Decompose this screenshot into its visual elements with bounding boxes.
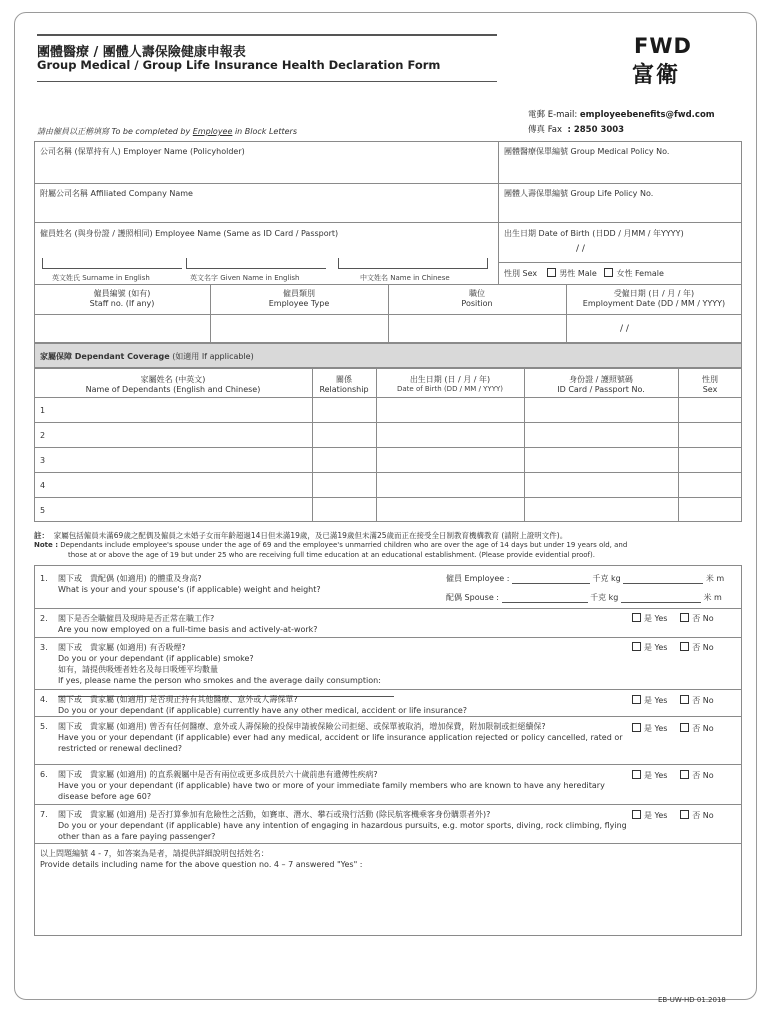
title-bottom-rule: [37, 81, 497, 82]
details-textarea[interactable]: [36, 872, 740, 934]
note-text-en-1: Dependants include employee's spouse under the age of 69 and the employee's unmarried children who are over the age of 14 days but under 19 years old, and: [60, 541, 628, 549]
question-7-en: Do you or your dependant (if applicable) have any intention of engaging in hazardous pursuits, e.g. motor sports, diving, rock climbing, flying other than as a fare paying passenger?: [58, 821, 627, 841]
divider: [34, 608, 742, 609]
q2-no-checkbox[interactable]: [680, 613, 689, 622]
question-number: 3.: [40, 643, 48, 652]
q7-no-checkbox[interactable]: [680, 810, 689, 819]
m-unit: 米 m: [703, 593, 722, 602]
q6-yes-checkbox[interactable]: [632, 770, 641, 779]
fwd-logo-text: FWD: [634, 34, 692, 58]
title-top-rule: [37, 34, 497, 36]
divider: [34, 183, 742, 184]
female-label: 女性 Female: [616, 269, 664, 278]
no-label: 否 No: [692, 696, 714, 705]
contact-info: [528, 108, 715, 138]
dependant-sex-zh: 性別: [702, 375, 718, 384]
note-label-en: Note :: [34, 541, 58, 549]
dependant-name-header: [34, 374, 312, 394]
employee-type-en: Employee Type: [268, 299, 330, 308]
q5-yes-checkbox[interactable]: [632, 723, 641, 732]
question-2-zh: 閣下是否全職僱員及現時是否正常在職工作?: [58, 614, 215, 623]
form-code: EB-UW-HD 01.2018: [658, 996, 726, 1004]
fwd-logo-chinese: 富衛: [632, 63, 681, 88]
employee-type-header: [210, 288, 388, 308]
dependant-section-label: 家屬保障 Dependant Coverage: [40, 352, 170, 361]
yes-label: 是 Yes: [644, 771, 668, 780]
relationship-en: Relationship: [319, 385, 369, 394]
question-5-en: Have you or your dependant (if applicable) ever had any medical, accident or life insurance application rejected or policy cancelled, rated or restricted or renewal declined?: [58, 733, 623, 753]
chinese-name-caption: 中文姓名 Name in Chinese: [360, 274, 450, 282]
question-7-answer: [632, 810, 714, 821]
q3-no-checkbox[interactable]: [680, 642, 689, 651]
q4-no-checkbox[interactable]: [680, 695, 689, 704]
yes-label: 是 Yes: [644, 724, 668, 733]
dependant-sex-en: Sex: [702, 385, 718, 394]
no-label: 否 No: [692, 614, 714, 623]
employment-date-header: [566, 288, 742, 308]
note-text-zh: 家屬包括僱員未滿69歲之配偶及僱員之未婚子女而年齡超過14日但未滿19歲，及已滿19歲但未滿25歲而正在接受全日制教育機構教育 (請附上證明文件)。: [53, 531, 568, 540]
dependant-dob-en: Date of Birth (DD / MM / YYYY): [396, 385, 503, 393]
q7-yes-checkbox[interactable]: [632, 810, 641, 819]
question-6-zh: 閣下或 貴家屬 (如適用) 的直系親屬中是否有兩位或更多成員於六十歲前患有遺傳性疾病?: [58, 770, 378, 779]
dependant-dob-header: [376, 374, 524, 393]
dependant-dob-zh: 出生日期 (日 / 月 / 年): [409, 375, 491, 384]
completion-instruction: [37, 126, 297, 137]
staff-no-en: Staff no. (If any): [89, 299, 155, 308]
employment-date-en: Employment Date (DD / MM / YYYY): [582, 299, 726, 308]
group-medical-policy-label: 團體醫療保單編號 Group Medical Policy No.: [504, 147, 670, 156]
employer-name-label: 公司名稱 (保單持有人) Employer Name (Policyholder): [40, 147, 245, 156]
fax-value: : 2850 3003: [567, 125, 625, 135]
question-number: 1.: [40, 574, 48, 583]
question-number: 2.: [40, 614, 48, 623]
sex-label: 性別 Sex: [504, 269, 538, 278]
employee-name-label: 僱員姓名 (與身份證 / 護照相同) Employee Name (Same as ID Card / Passport): [40, 229, 339, 238]
male-checkbox[interactable]: [547, 268, 556, 277]
no-label: 否 No: [692, 724, 714, 733]
id-card-en: ID Card / Passport No.: [557, 385, 645, 394]
position-header: [388, 288, 566, 308]
sex-row: [504, 268, 664, 279]
question-2: [40, 613, 630, 637]
question-3-zh-followup: 如有，請提供吸煙者姓名及每日吸煙平均數量: [58, 665, 218, 674]
given-name-caption: 英文名字 Given Name in English: [190, 274, 300, 282]
q2-yes-checkbox[interactable]: [632, 613, 641, 622]
divider: [498, 262, 742, 263]
divider: [34, 472, 742, 473]
fwd-logo: [630, 34, 710, 86]
question-5-answer: [632, 723, 714, 734]
staff-no-header: [34, 288, 210, 308]
yes-label: 是 Yes: [644, 696, 668, 705]
details-prompt-en: Provide details including name for the above question no. 4 – 7 answered "Yes" :: [40, 860, 363, 869]
dependant-row-number: 4: [40, 481, 46, 490]
employee-weight-input[interactable]: [512, 583, 590, 584]
question-5: [40, 721, 630, 765]
spouse-label: 配偶 Spouse :: [446, 593, 499, 602]
no-label: 否 No: [692, 811, 714, 820]
kg-unit: 千克 kg: [590, 593, 619, 602]
dependant-sex-header: [678, 374, 742, 394]
yes-label: 是 Yes: [644, 643, 668, 652]
details-prompt: [40, 848, 730, 870]
question-4-en: Do you or your dependant (if applicable) currently have any other medical, accident or life insurance?: [58, 706, 468, 715]
q6-no-checkbox[interactable]: [680, 770, 689, 779]
divider: [34, 222, 742, 223]
divider: [34, 716, 742, 717]
dependant-section-title: [40, 351, 254, 362]
question-number: 6.: [40, 770, 48, 779]
question-2-answer: [632, 613, 714, 624]
note-english-continued: those at or above the age of 19 but under 25 who are receiving full time education at an educational establishment. (Please provide evidential proof).: [68, 551, 595, 559]
details-prompt-zh: 以上問題編號 4 - 7，如答案為是者，請提供詳細說明包括姓名：: [40, 849, 269, 858]
employee-label: 僱員 Employee :: [446, 574, 510, 583]
relationship-zh: 關係: [336, 375, 352, 384]
question-number: 7.: [40, 810, 48, 819]
dependant-row-number: 5: [40, 506, 46, 515]
id-card-zh: 身份證 / 護照號碼: [569, 375, 633, 384]
dependant-row-number: 3: [40, 456, 46, 465]
position-en: Position: [461, 299, 493, 308]
question-4: [40, 694, 630, 716]
instruction-english-post: in Block Letters: [234, 127, 297, 136]
divider: [34, 397, 742, 398]
male-label: 男性 Male: [559, 269, 597, 278]
group-life-policy-label: 團體人壽保單編號 Group Life Policy No.: [504, 189, 654, 198]
divider: [34, 497, 742, 498]
question-7: [40, 809, 630, 843]
question-6-answer: [632, 770, 714, 781]
fax-label: 傳真 Fax: [528, 125, 563, 135]
question-3-zh: 閣下或 貴家屬 (如適用) 有否吸煙?: [58, 643, 186, 652]
question-2-en: Are you now employed on a full-time basis and actively-at-work?: [58, 625, 318, 634]
chinese-name-input[interactable]: [338, 258, 488, 269]
dob-slashes: / /: [576, 244, 585, 254]
employment-date-slashes: / /: [620, 324, 629, 334]
email-label: 電郵 E-mail:: [528, 110, 578, 120]
dependant-name-en: Name of Dependants (English and Chinese): [85, 385, 261, 394]
dependant-row-number: 2: [40, 431, 46, 440]
divider: [34, 843, 742, 844]
spouse-weight-input[interactable]: [502, 602, 588, 603]
employee-measurements: [446, 573, 724, 584]
position-zh: 職位: [469, 289, 485, 298]
spouse-measurements: [446, 592, 722, 603]
question-1-en: What is your and your spouse's (if applicable) weight and height?: [58, 585, 321, 594]
spouse-height-input[interactable]: [621, 602, 701, 603]
instruction-chinese: 請由僱員以正楷填寫: [37, 127, 109, 136]
kg-unit: 千克 kg: [592, 574, 621, 583]
instruction-english-pre: To be completed by: [111, 127, 191, 136]
no-label: 否 No: [692, 643, 714, 652]
surname-caption: 英文姓氏 Surname in English: [52, 274, 150, 282]
employment-date-zh: 受僱日期 (日 / 月 / 年): [613, 289, 695, 298]
divider: [34, 804, 742, 805]
question-1-zh: 閣下或 貴配偶 (如適用) 的體重及身高?: [58, 574, 202, 583]
employee-height-input[interactable]: [623, 583, 703, 584]
dependant-row-number: 1: [40, 406, 46, 415]
staff-no-zh: 僱員編號 (如有): [93, 289, 151, 298]
question-4-zh: 閣下或 貴家屬 (如適用) 是否現正持有其他醫療、意外或人壽保單?: [58, 695, 298, 704]
divider: [34, 637, 742, 638]
id-card-header: [524, 374, 678, 394]
email-value: employeebenefits@fwd.com: [579, 110, 715, 120]
question-3-answer: [632, 642, 714, 653]
question-4-answer: [632, 695, 714, 706]
question-1: [40, 573, 440, 603]
q5-no-checkbox[interactable]: [680, 723, 689, 732]
yes-label: 是 Yes: [644, 811, 668, 820]
question-number: 4.: [40, 695, 48, 704]
q3-yes-checkbox[interactable]: [632, 642, 641, 651]
given-name-input[interactable]: [186, 258, 326, 269]
form-title-chinese: 團體醫療 / 團體人壽保險健康申報表: [37, 45, 246, 60]
surname-input[interactable]: [42, 258, 182, 269]
note-chinese: [34, 530, 746, 541]
instruction-english-emphasis: Employee: [192, 127, 233, 136]
question-5-zh: 閣下或 貴家屬 (如適用) 曾否有任何醫療、意外或人壽保險的投保申請被保險公司拒絕、或保單被取消，增加保費，附加限制或拒絕續保?: [58, 722, 546, 731]
m-unit: 米 m: [705, 574, 725, 583]
note-english: [34, 541, 746, 549]
q4-yes-checkbox[interactable]: [632, 695, 641, 704]
divider: [34, 447, 742, 448]
affiliated-company-label: 附屬公司名稱 Affiliated Company Name: [40, 189, 193, 198]
question-6: [40, 769, 630, 803]
yes-label: 是 Yes: [644, 614, 668, 623]
divider: [34, 422, 742, 423]
question-7-zh: 閣下或 貴家屬 (如適用) 是否打算參加有危險性之活動，如賽車、潛水、攀石或飛行活動 (除民航客機乘客身份購票者外)?: [58, 810, 491, 819]
question-3-en: Do you or your dependant (if applicable) smoke?: [58, 654, 254, 663]
question-number: 5.: [40, 722, 48, 731]
note-label-zh: 註：: [34, 531, 49, 540]
question-3-en-followup: If yes, please name the person who smokes and the average daily consumption:: [58, 676, 381, 685]
no-label: 否 No: [692, 771, 714, 780]
dob-label: 出生日期 Date of Birth (日DD / 月MM / 年YYYY): [504, 229, 684, 238]
dependant-section-suffix: (如適用 If applicable): [172, 352, 254, 361]
relationship-header: [312, 374, 376, 394]
question-6-en: Have you or your dependant (if applicable) have two or more of your immediate family members who are known to have any hereditary disease before age 60?: [58, 781, 605, 801]
female-checkbox[interactable]: [604, 268, 613, 277]
form-title-english: Group Medical / Group Life Insurance Health Declaration Form: [37, 58, 441, 72]
employee-type-zh: 僱員類別: [283, 289, 315, 298]
dependant-name-zh: 家屬姓名 (中英文): [140, 375, 206, 384]
